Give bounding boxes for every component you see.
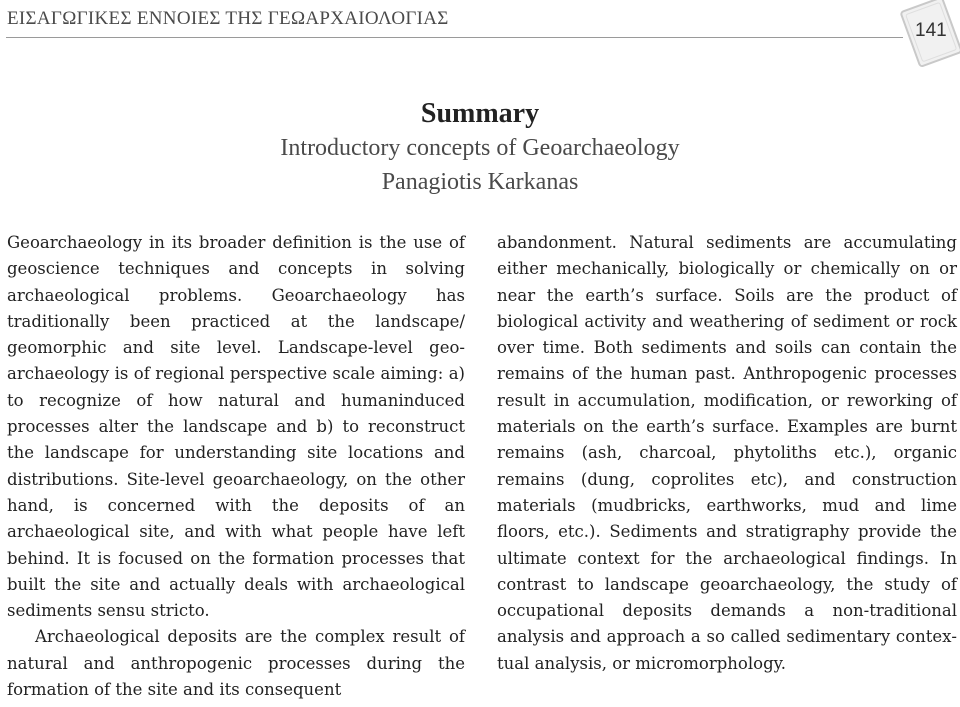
summary-author: Panagiotis Karkanas — [381, 169, 579, 195]
running-header: ΕΙΣΑΓΩΓΙΚΕΣ ΕΝΝΟΙΕΣ ΤΗΣ ΓΕΩΑΡΧΑΙΟΛΟΓΙΑΣ — [7, 8, 449, 29]
right-column — [497, 230, 957, 677]
summary-heading — [150, 97, 810, 199]
right-paragraph-1: abandonment. Natural sediments are accumulating either mechanically, biologically or chemically on or near the earth’s surface. Soils are the product of biological activity and weathering of sediment or rock over time. Both sediments and soils can contain the remains of the human past. Anthropogenic processes result in accumulation, modification, or reworking of materials on the earth’s surface. Examples are burnt remains (ash, charcoal, phytoliths etc.), organic remains (dung, coprolites etc), and construction materials (mudbricks, earthworks, mud and lime floors, etc.). Sediments and stratigraphy provide the ultimate context for the archaeological findings. In contrast to landscape geoarchaeology, the study of occupational deposits demands a non-traditional analysis and approach a so called sedimentary contextual analysis, or micromorphology. — [497, 233, 957, 673]
left-column — [7, 230, 465, 703]
left-paragraph-1: Geoarchaeology in its broader definition is the use of geoscience techniques and concepts in solving archaeological problems. Geoarchaeology has traditionally been practiced at the landscape/ geomorphic and site level. Landscape-level geoarchaeology is of regional perspective scale aiming: a) to recognize of how natural and humaninduced processes alter the landscape and b) to reconstruct the landscape for understanding site locations and distributions. Site-level geoarchaeology, on the other hand, is concerned with the deposits of an archaeological site, and with what people have left behind. It is focused on the formation processes that built the site and actually deals with archaeological sediments sensu stricto. — [7, 233, 465, 621]
summary-subtitle: Introductory concepts of Geoarchaeology — [280, 135, 680, 161]
left-paragraph-2: Archaeological deposits are the complex result of natural and anthropogenic processes during the formation of the site and its consequent — [7, 627, 465, 700]
summary-title: Summary — [420, 98, 540, 129]
page-number: 141 — [915, 20, 947, 41]
header-rule — [6, 37, 903, 38]
